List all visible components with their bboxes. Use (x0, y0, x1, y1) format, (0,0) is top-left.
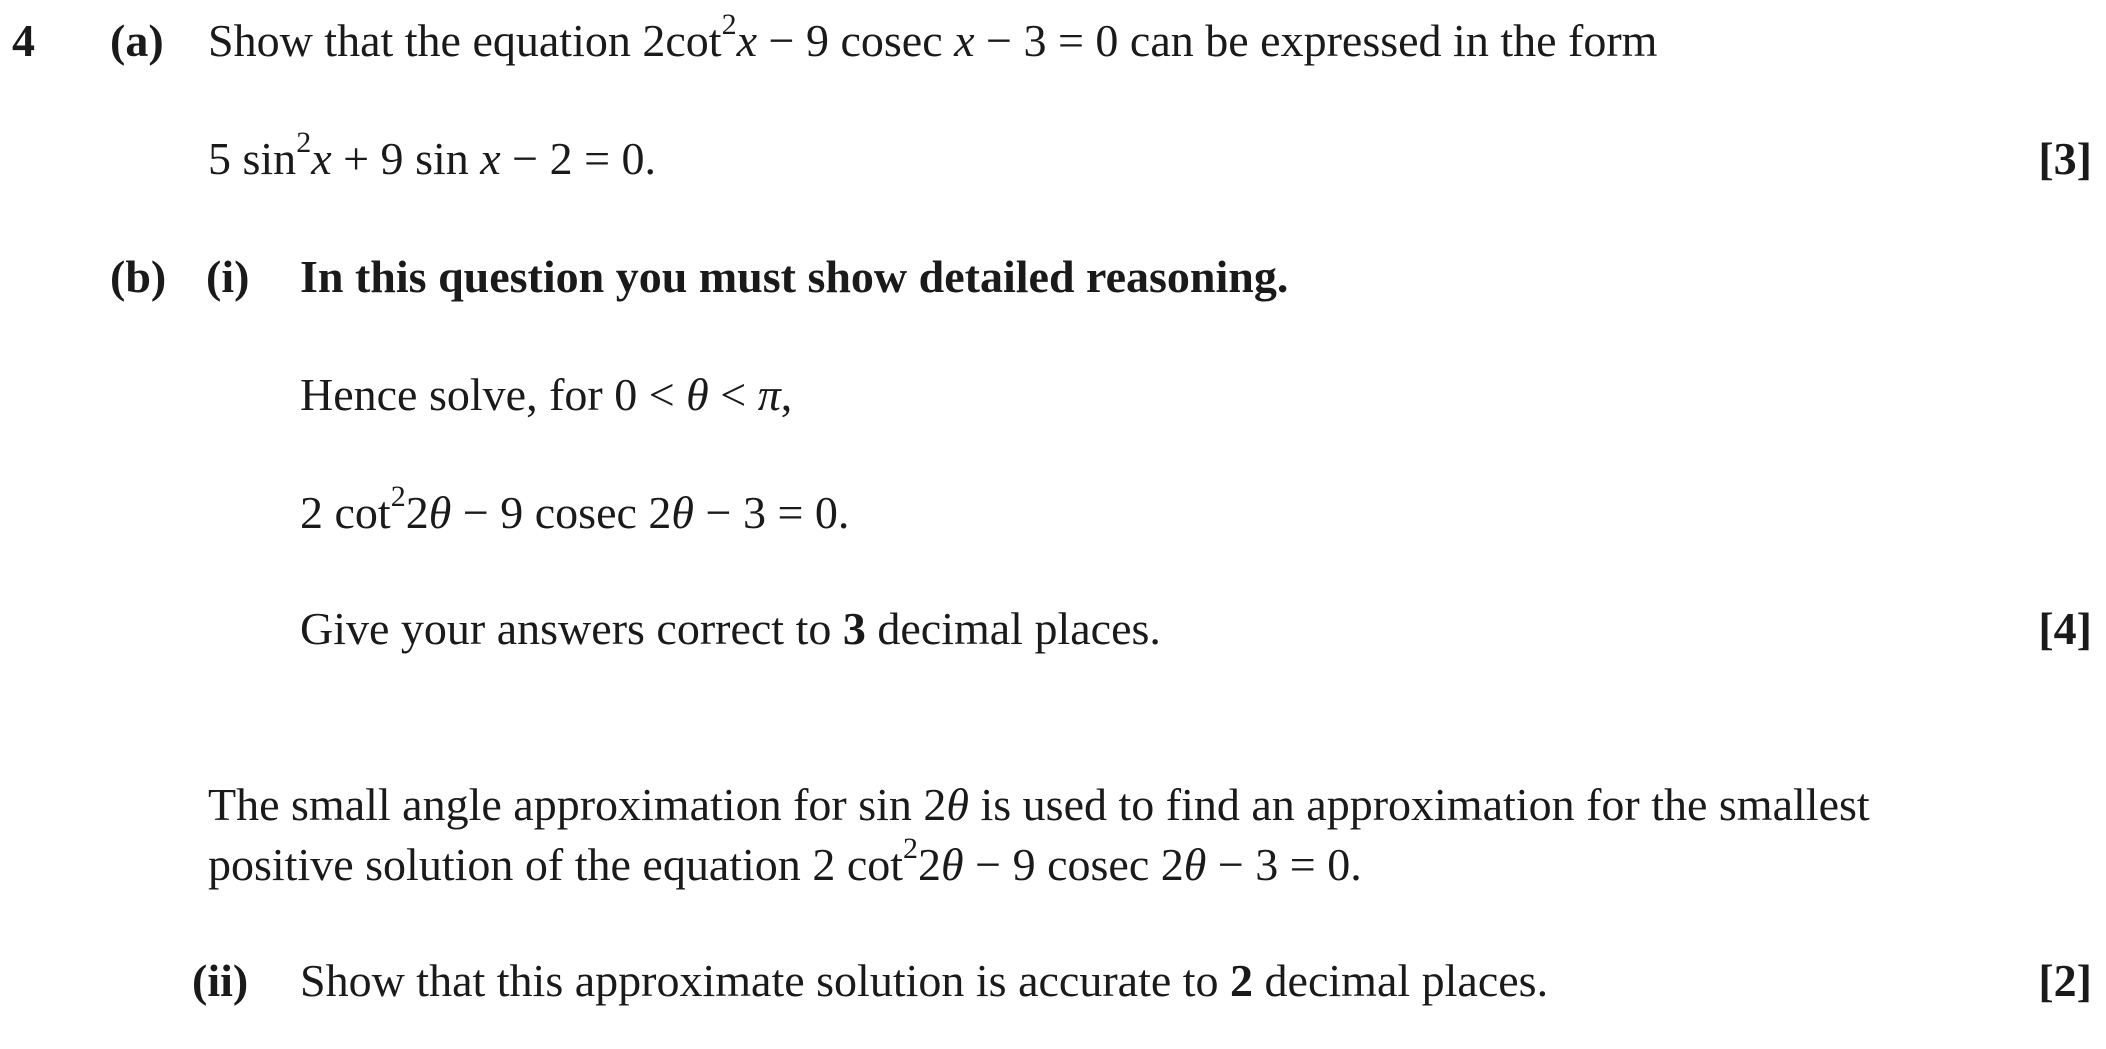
part-b-ii-label: (ii) (192, 955, 249, 1006)
part-a-tail: can be expressed in the form (1129, 15, 1658, 66)
part-b-i-label: (i) (206, 251, 250, 302)
part-a-equation: $2\cot^2x - 9$ cosec x − 3 = 0 (642, 7, 1119, 66)
part-b-i-equation: 2 $\cot^22\theta - 9$ cosec 2θ − 3 = 0. (300, 479, 850, 538)
context-line-2: positive solution of the equation 2 $\cot^22\theta - 9$ cosec 2θ − 3 = 0. (208, 831, 1362, 890)
part-a-intro: Show that the equation (208, 15, 631, 66)
part-a-label: (a) (110, 15, 164, 66)
part-b-i-precision: Give your answers correct to 3 decimal places. (300, 603, 1161, 654)
context-line-1: The small angle approximation for sin 2θ is used to find an approximation for the smallest (208, 779, 1870, 830)
context-equation: 2 $\cot^22\theta - 9$ cosec 2θ − 3 = 0. (812, 831, 1362, 890)
part-b-ii-marks: [2] (2038, 955, 2092, 1006)
part-b-i-instruction: In this question you must show detailed reasoning. (300, 251, 1289, 302)
question-number: 4 (12, 15, 35, 66)
part-b-i-marks: [4] (2038, 603, 2092, 654)
part-a-statement (208, 7, 1658, 66)
part-b-label: (b) (110, 251, 167, 302)
part-a-marks: [3] (2038, 133, 2092, 184)
part-b-ii-statement: Show that this approximate solution is accurate to 2 decimal places. (300, 955, 1549, 1006)
part-a-target-form: 5 $\sin^2x + 9$ sin x − 2 = 0. (208, 125, 657, 184)
part-b-i-hence: Hence solve, for 0 < θ < π, (300, 369, 793, 420)
